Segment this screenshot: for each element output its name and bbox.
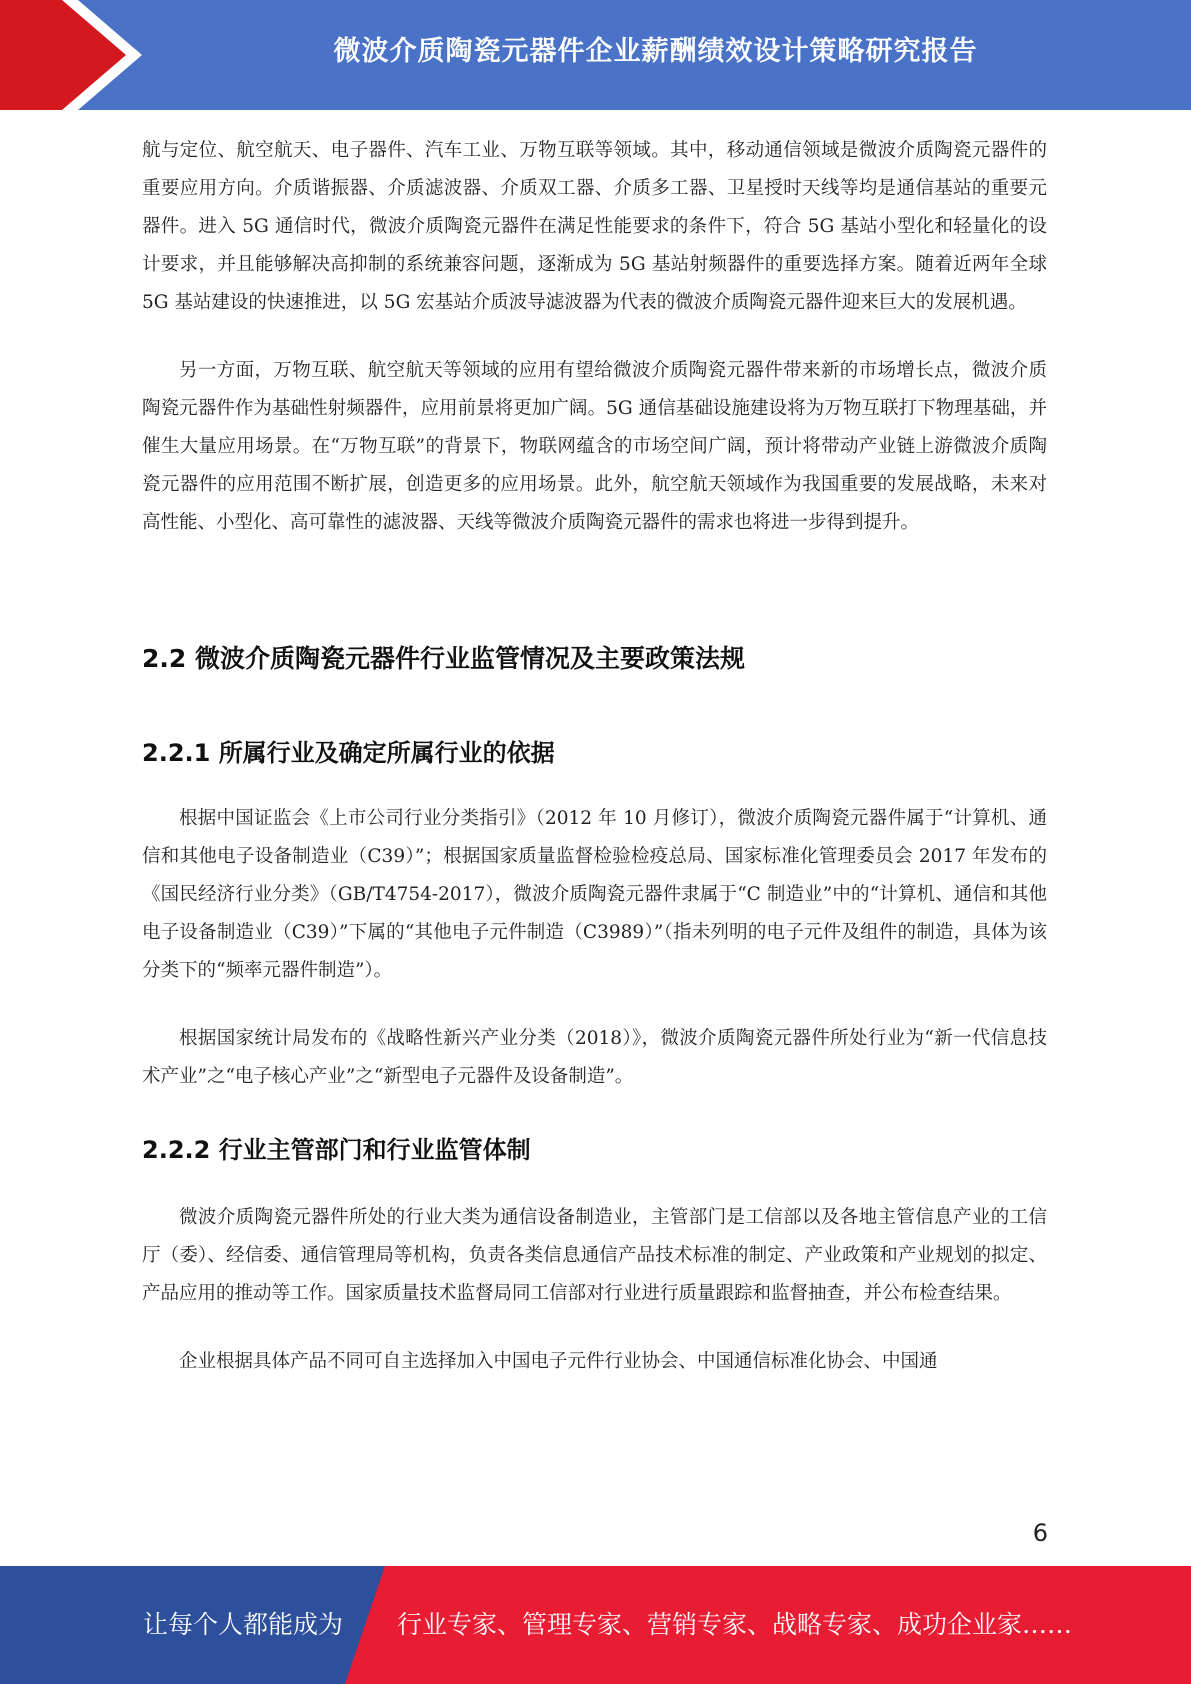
page-number: 6: [1032, 1519, 1048, 1547]
page-header-title: 微波介质陶瓷元器件企业薪酬绩效设计策略研究报告: [333, 36, 978, 67]
section-heading-2-2: 2.2 微波介质陶瓷元器件行业监管情况及主要政策法规: [142, 644, 745, 673]
main-content: [142, 132, 1047, 1381]
paragraph-industry-classification: 根据中国证监会《上市公司行业分类指引》（2012 年 10 月修订），微波介质陶瓷元器件属于“计算机、通信和其他电子设备制造业（C39）”；根据国家质量监督检验检疫总局、国家标准化管理委员会 2017 年发布的《国民经济行业分类》（GB/T4754-2017），微波介质陶瓷元器件隶属于“C 制造业”中的“计算机、通信和其他电子设备制造业（C39）”下属的“其他电子元件制造（C3989）”（指未列明的电子元件及组件的制造，具体为该分类下的“频率元器件制造”）。: [142, 808, 1047, 981]
paragraph-applications: 航与定位、航空航天、电子器件、汽车工业、万物互联等领域。其中，移动通信领域是微波介质陶瓷元器件的重要应用方向。介质谐振器、介质滤波器、介质双工器、介质多工器、卫星授时天线等均是通信基站的重要元器件。进入 5G 通信时代，微波介质陶瓷元器件在满足性能要求的条件下，符合 5G 基站小型化和轻量化的设计要求，并且能够解决高抑制的系统兼容问题，逐渐成为 5G 基站射频器件的重要选择方案。随着近两年全球 5G 基站建设的快速推进，以 5G 宏基站介质波导滤波器为代表的微波介质陶瓷元器件迎来巨大的发展机遇。: [142, 140, 1047, 313]
paragraph-regulatory-authority: 微波介质陶瓷元器件所处的行业大类为通信设备制造业，主管部门是工信部以及各地主管信息产业的工信厅（委）、经信委、通信管理局等机构，负责各类信息通信产品技术标准的制定、产业政策和产业规划的拟定、产品应用的推动等工作。国家质量技术监督局同工信部对行业进行质量跟踪和监督抽查，并公布检查结果。: [142, 1207, 1047, 1304]
page-footer: [0, 1566, 1191, 1684]
page-header: [0, 0, 1191, 110]
paragraph-industry-associations: 企业根据具体产品不同可自主选择加入中国电子元件行业协会、中国通信标准化协会、中国通: [179, 1351, 938, 1372]
paragraph-iot-aerospace: 另一方面，万物互联、航空航天等领域的应用有望给微波介质陶瓷元器件带来新的市场增长点，微波介质陶瓷元器件作为基础性射频器件，应用前景将更加广阔。5G 通信基础设施建设将为万物互联打下物理基础，并催生大量应用场景。在“万物互联”的背景下，物联网蕴含的市场空间广阔，预计将带动产业链上游微波介质陶瓷元器件的应用范围不断扩展，创造更多的应用场景。此外，航空航天领域作为我国重要的发展战略，未来对高性能、小型化、高可靠性的滤波器、天线等微波介质陶瓷元器件的需求也将进一步得到提升。: [142, 360, 1047, 533]
section-heading-2-2-2: 2.2.2 行业主管部门和行业监管体制: [142, 1136, 531, 1164]
footer-slogan-left: 让每个人都能成为: [143, 1610, 344, 1639]
footer-slogan-right: 行业专家、管理专家、营销专家、战略专家、成功企业家……: [397, 1610, 1073, 1639]
section-heading-2-2-1: 2.2.1 所属行业及确定所属行业的依据: [142, 739, 555, 767]
paragraph-strategic-industry: 根据国家统计局发布的《战略性新兴产业分类（2018）》，微波介质陶瓷元器件所处行业为“新一代信息技术产业”之“电子核心产业”之“新型电子元器件及设备制造”。: [142, 1028, 1047, 1087]
